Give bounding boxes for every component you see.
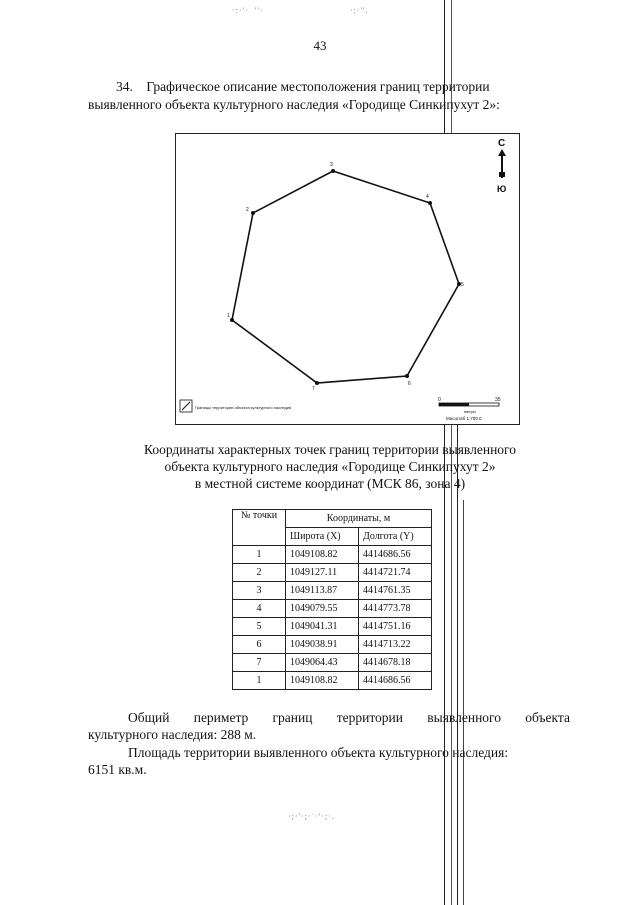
coord-x: 1049108.82 (286, 672, 359, 690)
vertex-label-3: 3 (330, 162, 333, 168)
point-number: 6 (233, 636, 286, 654)
point-number: 3 (233, 582, 286, 600)
boundary-polygon (232, 171, 459, 383)
point-number: 5 (233, 618, 286, 636)
header-coordinates: Координаты, м (286, 510, 432, 528)
page-number: 43 (313, 38, 327, 53)
vertex-3 (331, 169, 335, 173)
point-number: 1 (233, 546, 286, 564)
point-number: 1 (233, 672, 286, 690)
boundary-map-svg (176, 134, 519, 424)
map-legend (180, 400, 291, 412)
vertex-1 (230, 318, 234, 322)
perimeter-word: Общий (128, 710, 170, 725)
vertex-label-1: 1 (227, 313, 230, 319)
boundary-map (175, 133, 520, 425)
coord-x: 1049113.87 (286, 582, 359, 600)
scan-line (457, 425, 458, 905)
vertex-label-5: 5 (461, 282, 464, 288)
vertex-label-7: 7 (312, 386, 315, 392)
caption-line2: объекта культурного наследия «Городище Синкипухут 2» (164, 459, 496, 474)
vertex-label-4: 4 (426, 194, 429, 200)
perimeter-paragraph (88, 709, 570, 743)
scale-tick-35: 35 (495, 397, 501, 403)
coord-y: 4414686.56 (359, 546, 432, 564)
coord-x: 1049064.43 (286, 654, 359, 672)
north-arrow (497, 138, 506, 194)
coord-y: 4414686.56 (359, 672, 432, 690)
vertex-label-2: 2 (246, 207, 249, 213)
table-row (233, 564, 432, 582)
caption-line1: Координаты характерных точек границ территории выявленного (143, 442, 516, 457)
vertex-2 (251, 211, 255, 215)
table-row (233, 582, 432, 600)
scan-line (463, 500, 464, 905)
point-number: 2 (233, 564, 286, 582)
vertex-4 (428, 201, 432, 205)
scale-units: метры (464, 409, 476, 414)
perimeter-word: выявленного (427, 710, 501, 725)
coord-x: 1049108.82 (286, 546, 359, 564)
section-heading-line2: выявленного объекта культурного наследия «Городище Синкипухут 2»: (88, 97, 500, 112)
coord-y: 4414773.78 (359, 600, 432, 618)
perimeter-word: территории (336, 710, 404, 725)
caption-line3: в местной системе координат (МСК 86, зона 4) (194, 476, 466, 491)
north-label: С (498, 138, 506, 149)
table-row (233, 600, 432, 618)
vertex-7 (315, 381, 319, 385)
area-line1: Площадь территории выявленного объекта культурного наследия: (128, 745, 509, 760)
header-y: Долгота (Y) (359, 528, 432, 546)
area-line2: 6151 кв.м. (88, 762, 147, 777)
coord-x: 1049038.91 (286, 636, 359, 654)
table-row (233, 654, 432, 672)
vertex-6 (405, 374, 409, 378)
perimeter-line2: культурного наследия: 288 м. (88, 727, 257, 742)
coordinates-caption (100, 441, 560, 492)
coord-y: 4414678.18 (359, 654, 432, 672)
coordinates-table (232, 509, 432, 690)
coord-y: 4414751.16 (359, 618, 432, 636)
section-heading-line1: Графическое описание местоположения границ территории (146, 79, 490, 94)
scan-smudge: ·:·'·ﾟ''· (232, 6, 264, 15)
perimeter-word: границ (272, 710, 313, 725)
scale-tick-0: 0 (438, 397, 441, 403)
header-point: № точки (233, 510, 286, 546)
scan-smudge: ·;·'·;·˙·'·;·. (288, 812, 335, 821)
coord-y: 4414713.22 (359, 636, 432, 654)
coord-y: 4414721.74 (359, 564, 432, 582)
table-row (233, 636, 432, 654)
section-number: 34. (116, 79, 133, 94)
perimeter-word: объекта (525, 710, 570, 725)
perimeter-word: периметр (193, 710, 249, 725)
legend-text: Границы территории объекта культурного наследия (195, 405, 292, 410)
table-header-row (233, 510, 432, 528)
table-row (233, 618, 432, 636)
south-label: Ю (497, 184, 507, 194)
area-paragraph (88, 744, 570, 778)
scan-smudge: ·:·''. (350, 6, 369, 15)
vertex-label-6: 6 (408, 381, 411, 387)
coord-x: 1049041.31 (286, 618, 359, 636)
scale-text: Масштаб 1:700.0 (446, 416, 482, 421)
point-number: 7 (233, 654, 286, 672)
coord-x: 1049127.11 (286, 564, 359, 582)
scale-bar (438, 397, 501, 421)
section-heading (88, 78, 570, 114)
table-row (233, 672, 432, 690)
coord-x: 1049079.55 (286, 600, 359, 618)
point-number: 4 (233, 600, 286, 618)
coord-y: 4414761.35 (359, 582, 432, 600)
table-row (233, 546, 432, 564)
header-x: Широта (X) (286, 528, 359, 546)
